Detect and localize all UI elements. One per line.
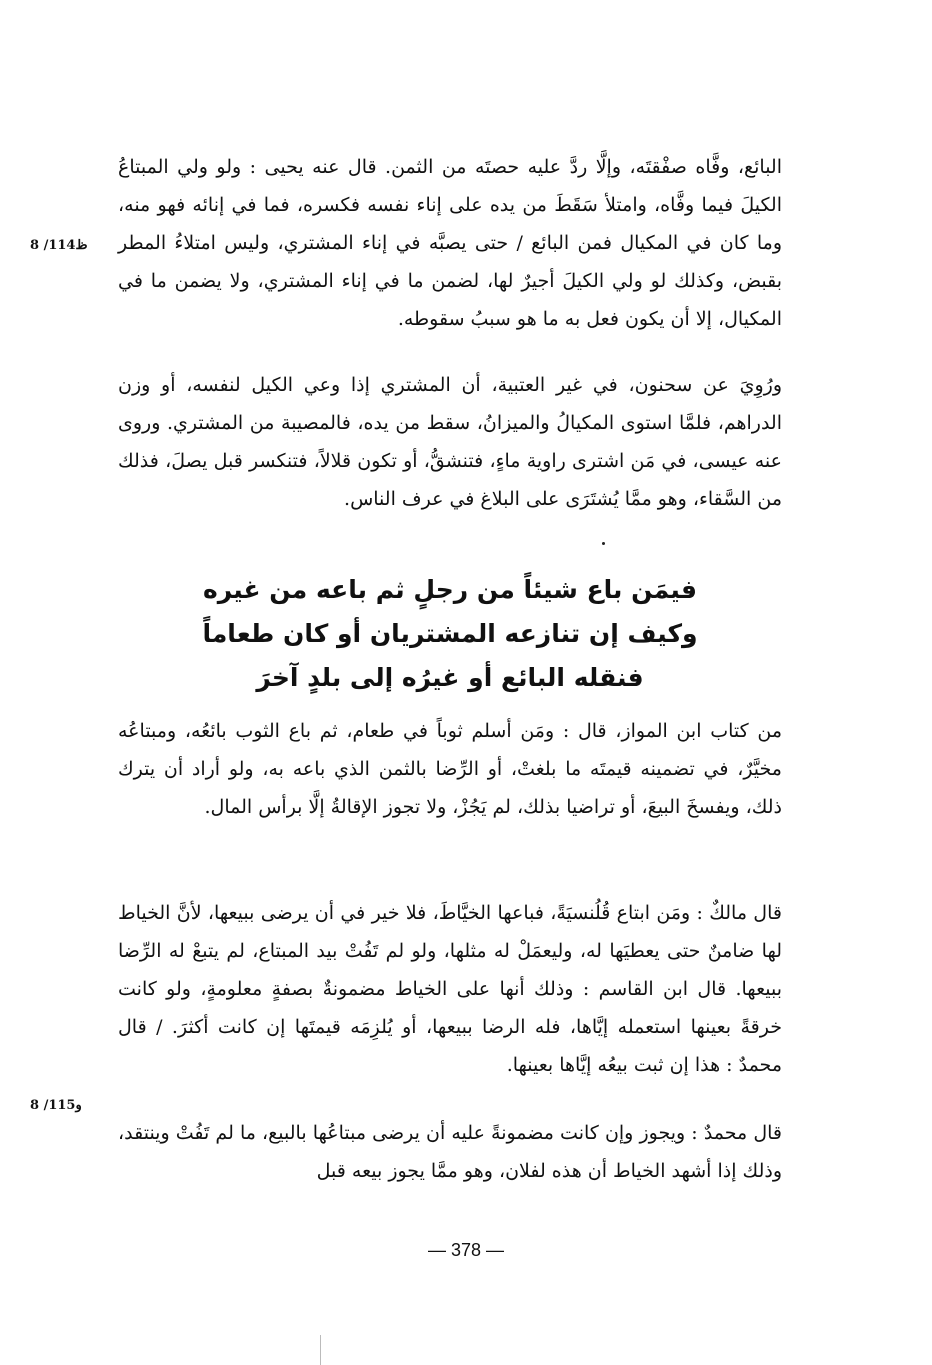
paragraph bbox=[118, 712, 782, 826]
folio-margin-note: 8 /115و bbox=[30, 1098, 82, 1113]
paragraph bbox=[118, 366, 782, 518]
page-number: — 378 — bbox=[427, 1240, 505, 1260]
paragraph-text: قال مالكٌ : ومَن ابتاع قُلُنسيَةً، فباعها الخيَّاطَ، فلا خير في أن يرضى ببيعها، لأنَّ الخياط لها ضامنٌ حتى يعطيَها له، وليعمَلْ له مثلها، ولو لم تَفُتْ بيد المبتاع، لم يتبعْ له الرِّضا ببيعها. قال ابن القاسم : وذلك أنها على الخياط مضمونةٌ بصفةٍ معلومةٍ، ولو كانت خرقةً بعينها استعمله إيَّاها، فله الرضا ببيعها، أو يُلزِمَه قيمتَها إن كانت أكثرَ. / قال محمدٌ : هذا إن ثبت بيعُه إيَّاها بعينها. bbox=[118, 902, 782, 1076]
folio-margin-note: 8 /114ظ bbox=[30, 238, 88, 253]
paragraph bbox=[118, 1114, 782, 1190]
paragraph-text: قال محمدٌ : ويجوز وإن كانت مضمونةً عليه أن يرضى مبتاعُها بالبيع، ما لم تَفُتْ وينتقد، وذلك إذا أشهد الخياط أن هذه لفلان، وهو ممَّا يجوز بيعه قبل bbox=[118, 1122, 782, 1182]
paragraph bbox=[118, 894, 782, 1084]
paragraph-text: البائع، وفَّاه صفْقتَه، وإلَّا ردَّ عليه حصتَه من الثمن. قال عنه يحيى : ولو ولي المبتاعُ الكيلَ فيما وفَّاه، وامتلأ سَقَطَ من يده على إناء نفسه فكسره، فما في إنائه فهو منه، وما كان في المكيال فمن البائع / حتى يصبَّه في إناء المشتري، وليس امتلاءُ المطر بقبض، وكذلك لو ولي الكيلَ أجيرٌ لها، لضمن ما في إناء المشتري، ولا يضمن ما في المكيال، إلا أن يكون فعل به ما هو سببُ سقوطه. bbox=[118, 156, 782, 330]
heading-line: فنقله البائع أو غيرُه إلى بلدٍ آخرَ bbox=[256, 663, 644, 692]
ink-dot bbox=[602, 542, 605, 545]
heading-line: فيمَن باع شيئاً من رجلٍ ثم باعه من غيره bbox=[203, 575, 697, 604]
paragraph-text: من كتاب ابن المواز، قال : ومَن أسلم ثوباً في طعام، ثم باع الثوب بائعُه، ومبتاعُه مخيَّرٌ، في تضمينه قيمتَه ما بلغتْ، أو الرِّضا بالثمن الذي باعه به، ولو أراد أن يترك ذلك، ويفسخَ البيعَ، أو تراضيا بذلك، لم يَجُزْ، ولا تجوز الإقالةُ إلَّا برأس المال. bbox=[118, 720, 782, 818]
scan-edge-mark bbox=[320, 1335, 321, 1365]
heading-line: وكيف إن تنازعه المشتريان أو كان طعاماً bbox=[202, 619, 698, 648]
paragraph-text: ورُوِيَ عن سحنون، في غير العتبية، أن المشتري إذا وعي الكيل لنفسه، أو وزن الدراهم، فلمَّا استوى المكيالُ والميزانُ، سقط من يده، فالمصيبة من المشتري. وروى عنه عيسى، في مَن اشترى راوية ماءٍ، فتنشقُّ، أو تكون قلالاً، فتنكسر قبل يصلَ، فذلك من السَّقاء، وهو ممَّا يُشتَرَى على البلاغ في عرف الناس. bbox=[118, 374, 782, 510]
paragraph bbox=[118, 148, 782, 338]
section-heading bbox=[118, 568, 782, 700]
